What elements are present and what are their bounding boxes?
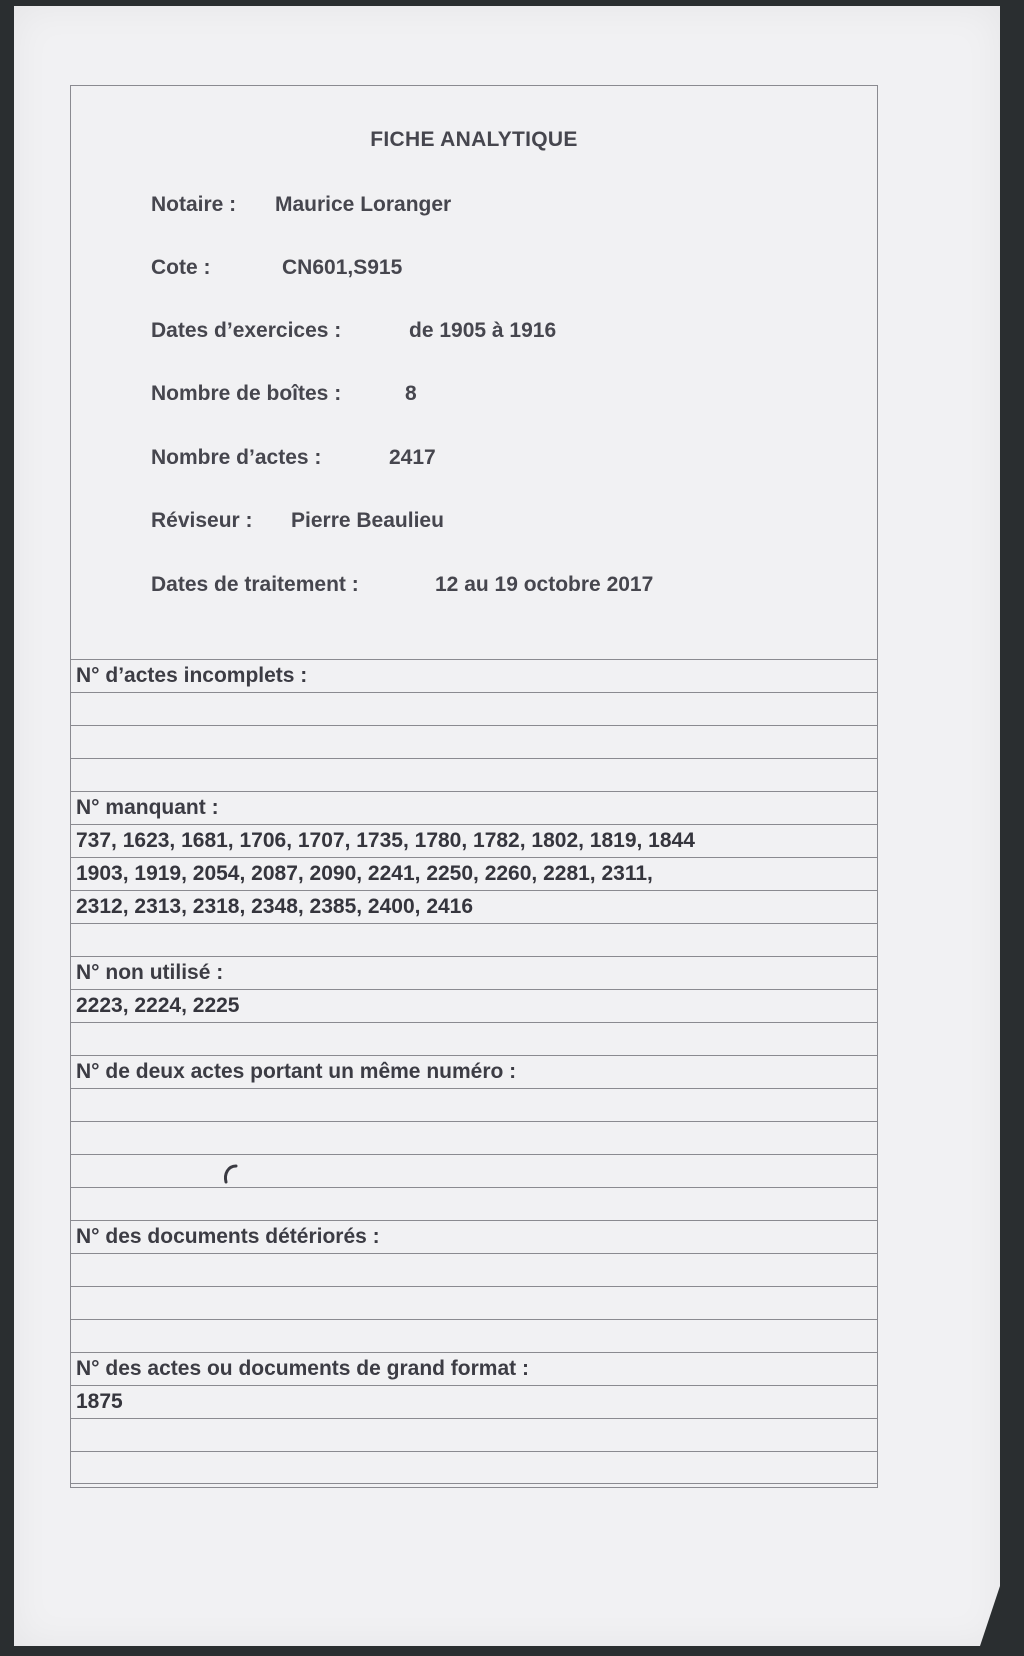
field-nombre-boites — [151, 382, 417, 406]
blank-line — [70, 1418, 878, 1451]
field-value: Maurice Loranger — [275, 193, 452, 216]
blank-line — [70, 1154, 878, 1187]
field-label: Nombre d’actes : — [151, 446, 322, 469]
blank-line — [70, 1022, 878, 1055]
page-corner-fold — [970, 1556, 1010, 1646]
field-value: 12 au 19 octobre 2017 — [435, 573, 654, 596]
non-utilise-line: 2223, 2224, 2225 — [70, 989, 878, 1022]
manquant-line: 1903, 1919, 2054, 2087, 2090, 2241, 2250, 2260, 2281, 2311, — [70, 857, 878, 890]
blank-line — [70, 1319, 878, 1352]
section-heading-non-utilise: N° non utilisé : — [70, 956, 878, 989]
field-label: Nombre de boîtes : — [151, 382, 342, 405]
section-heading-deteriores: N° des documents détériorés : — [70, 1220, 878, 1253]
section-heading-grand-format: N° des actes ou documents de grand format : — [70, 1352, 878, 1385]
field-reviseur — [151, 509, 444, 533]
blank-line — [70, 1187, 878, 1220]
section-heading-meme-numero: N° de deux actes portant un même numéro : — [70, 1055, 878, 1088]
pen-mark — [220, 1162, 242, 1186]
blank-line — [70, 1451, 878, 1484]
blank-line — [70, 1253, 878, 1286]
field-dates-exercices — [151, 319, 557, 343]
section-heading-incomplets: N° d’actes incomplets : — [70, 659, 878, 692]
field-cote — [151, 256, 403, 280]
blank-line — [70, 725, 878, 758]
field-label: Cote : — [151, 256, 211, 279]
field-value: de 1905 à 1916 — [409, 319, 557, 342]
manquant-line: 2312, 2313, 2318, 2348, 2385, 2400, 2416 — [70, 890, 878, 923]
blank-line — [70, 1121, 878, 1154]
lined-sections — [70, 659, 878, 1484]
blank-line — [70, 923, 878, 956]
field-label: Dates d’exercices : — [151, 319, 342, 342]
blank-line — [70, 758, 878, 791]
field-value: CN601,S915 — [282, 256, 403, 279]
field-value: 8 — [405, 382, 417, 405]
field-label: Réviseur : — [151, 509, 253, 532]
field-value: 2417 — [389, 446, 436, 469]
field-label: Dates de traitement : — [151, 573, 359, 596]
blank-line — [70, 1286, 878, 1319]
field-label: Notaire : — [151, 193, 237, 216]
manquant-line: 737, 1623, 1681, 1706, 1707, 1735, 1780, 1782, 1802, 1819, 1844 — [70, 824, 878, 857]
grand-format-line: 1875 — [70, 1385, 878, 1418]
section-heading-manquant: N° manquant : — [70, 791, 878, 824]
field-value: Pierre Beaulieu — [291, 509, 444, 532]
form-title: FICHE ANALYTIQUE — [370, 128, 578, 151]
field-notaire — [151, 193, 452, 217]
field-nombre-actes — [151, 446, 436, 470]
blank-line — [70, 1088, 878, 1121]
blank-line — [70, 692, 878, 725]
field-dates-traitement — [151, 573, 654, 597]
